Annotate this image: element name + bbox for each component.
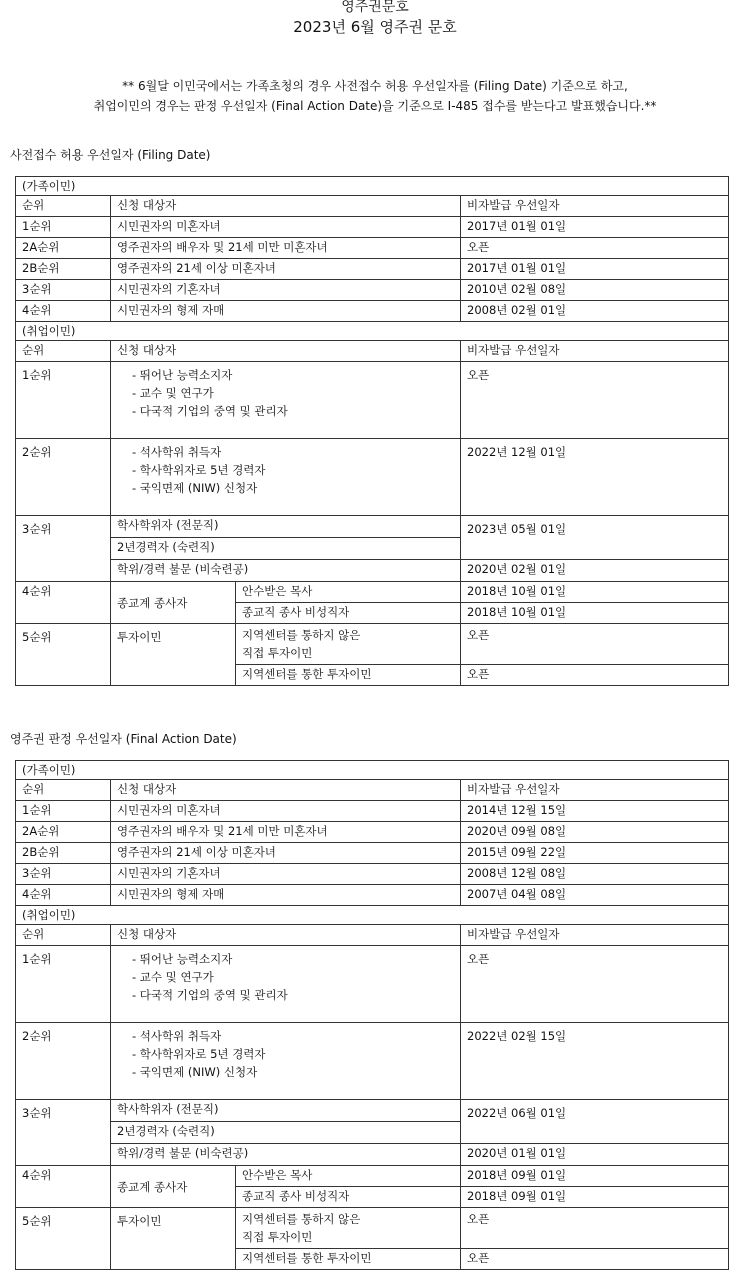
- group-cell: 종교계 종사자: [111, 582, 236, 624]
- header-target: 신청 대상자: [111, 780, 461, 801]
- notice: [0, 76, 750, 116]
- target-cell: [111, 439, 461, 516]
- header-target: 신청 대상자: [111, 341, 461, 362]
- target-cell: 종교직 종사 비성직자: [236, 1187, 461, 1208]
- date-cell: 2018년 09월 01일: [461, 1166, 729, 1187]
- rank-cell: 3순위: [16, 516, 111, 582]
- header-rank: 순위: [16, 196, 111, 217]
- target-cell: 시민권자의 기혼자녀: [111, 280, 461, 301]
- table-row: [16, 259, 729, 280]
- target-cell: 안수받은 목사: [236, 582, 461, 603]
- target-cell: 학사학위자 (전문직): [111, 1100, 461, 1122]
- target-item: - 학사학위자로 5년 경력자: [132, 1047, 266, 1061]
- header-date: 비자발급 우선일자: [461, 780, 729, 801]
- target-cell: 시민권자의 미혼자녀: [111, 801, 461, 822]
- final-action-section-title: 영주권 판정 우선일자 (Final Action Date): [10, 732, 237, 746]
- employment-immigration-label: (취업이민): [16, 322, 729, 341]
- target-cell: 학위/경력 불문 (비숙련공): [111, 560, 461, 582]
- target-item: - 학사학위자로 5년 경력자: [132, 463, 266, 477]
- target-cell: 학위/경력 불문 (비숙련공): [111, 1144, 461, 1166]
- date-cell: 2017년 01월 01일: [461, 259, 729, 280]
- target-item: - 다국적 기업의 중역 및 관리자: [132, 988, 288, 1002]
- rank-cell: 2순위: [16, 439, 111, 516]
- header-rank: 순위: [16, 925, 111, 946]
- date-cell: 2022년 02월 15일: [461, 1023, 729, 1100]
- rank-cell: 2A순위: [16, 238, 111, 259]
- table-row: [16, 864, 729, 885]
- date-cell: 오픈: [461, 1208, 729, 1249]
- date-cell: 2018년 09월 01일: [461, 1187, 729, 1208]
- date-cell: 2007년 04월 08일: [461, 885, 729, 906]
- rank-cell: 4순위: [16, 1166, 111, 1208]
- table-row: [16, 946, 729, 1023]
- date-cell: 2022년 06월 01일: [461, 1100, 729, 1144]
- target-cell: [111, 362, 461, 439]
- table-row: [16, 843, 729, 864]
- target-cell: 시민권자의 형제 자매: [111, 885, 461, 906]
- date-cell: 오픈: [461, 1249, 729, 1270]
- rank-cell: 3순위: [16, 864, 111, 885]
- rank-cell: 1순위: [16, 946, 111, 1023]
- header-target: 신청 대상자: [111, 196, 461, 217]
- table-row: [16, 822, 729, 843]
- table-row: [16, 362, 729, 439]
- family-immigration-label: (가족이민): [16, 177, 729, 196]
- rank-cell: 5순위: [16, 624, 111, 686]
- target-cell: 학사학위자 (전문직): [111, 516, 461, 538]
- date-cell: 오픈: [461, 362, 729, 439]
- date-cell: 2018년 10월 01일: [461, 582, 729, 603]
- date-cell: 오픈: [461, 238, 729, 259]
- date-cell: 오픈: [461, 946, 729, 1023]
- target-cell: 시민권자의 미혼자녀: [111, 217, 461, 238]
- header-date: 비자발급 우선일자: [461, 196, 729, 217]
- table-row: [16, 238, 729, 259]
- target-cell: 시민권자의 기혼자녀: [111, 864, 461, 885]
- target-item: - 석사학위 취득자: [132, 1029, 222, 1043]
- target-line: 직접 투자이민: [242, 1230, 313, 1244]
- employment-immigration-label: (취업이민): [16, 906, 729, 925]
- rank-cell: 4순위: [16, 885, 111, 906]
- header-date: 비자발급 우선일자: [461, 925, 729, 946]
- table-row: [16, 1100, 729, 1122]
- rank-cell: 1순위: [16, 217, 111, 238]
- date-cell: 2020년 01월 01일: [461, 1144, 729, 1166]
- group-cell: 종교계 종사자: [111, 1166, 236, 1208]
- document-title: 영주권문호: [341, 0, 409, 15]
- target-cell: 시민권자의 형제 자매: [111, 301, 461, 322]
- group-cell: 투자이민: [111, 1208, 236, 1270]
- target-cell: 2년경력자 (숙련직): [111, 538, 461, 560]
- target-cell: 2년경력자 (숙련직): [111, 1122, 461, 1144]
- notice-line-1: ** 6월달 이민국에서는 가족초청의 경우 사전접수 허용 우선일자를 (Filing Date) 기준으로 하고,: [122, 79, 628, 93]
- document-subtitle: 2023년 6월 영주권 문호: [293, 18, 457, 36]
- date-cell: 2017년 01월 01일: [461, 217, 729, 238]
- table-row: [16, 439, 729, 516]
- target-cell: 영주권자의 배우자 및 21세 미만 미혼자녀: [111, 822, 461, 843]
- rank-cell: 2B순위: [16, 843, 111, 864]
- table-row: [16, 516, 729, 538]
- date-cell: 2020년 09월 08일: [461, 822, 729, 843]
- rank-cell: 5순위: [16, 1208, 111, 1270]
- target-cell: 지역센터를 통한 투자이민: [236, 1249, 461, 1270]
- table-row: [16, 280, 729, 301]
- rank-cell: 4순위: [16, 582, 111, 624]
- date-cell: 2023년 05월 01일: [461, 516, 729, 560]
- target-item: - 국익면제 (NIW) 신청자: [132, 1065, 258, 1079]
- target-cell: 안수받은 목사: [236, 1166, 461, 1187]
- notice-line-2: 취업이민의 경우는 판정 우선일자 (Final Action Date)을 기준으로 I-485 접수를 받는다고 발표했습니다.**: [93, 99, 657, 113]
- date-cell: 2020년 02월 01일: [461, 560, 729, 582]
- header-rank: 순위: [16, 780, 111, 801]
- rank-cell: 3순위: [16, 1100, 111, 1166]
- target-line: 지역센터를 통하지 않은: [242, 1212, 361, 1226]
- target-item: - 국익면제 (NIW) 신청자: [132, 481, 258, 495]
- table-row: [16, 582, 729, 603]
- rank-cell: 1순위: [16, 362, 111, 439]
- table-row: [16, 217, 729, 238]
- header-date: 비자발급 우선일자: [461, 341, 729, 362]
- header-rank: 순위: [16, 341, 111, 362]
- target-item: - 교수 및 연구가: [132, 386, 214, 400]
- target-item: - 교수 및 연구가: [132, 970, 214, 984]
- priority-date-table: [15, 760, 729, 1270]
- target-cell: 영주권자의 21세 이상 미혼자녀: [111, 843, 461, 864]
- date-cell: 2008년 12월 08일: [461, 864, 729, 885]
- date-cell: 2014년 12월 15일: [461, 801, 729, 822]
- table-row: [16, 1208, 729, 1249]
- rank-cell: 3순위: [16, 280, 111, 301]
- table-row: [16, 624, 729, 665]
- target-cell: [236, 1208, 461, 1249]
- header-target: 신청 대상자: [111, 925, 461, 946]
- target-item: - 뛰어난 능력소지자: [132, 952, 233, 966]
- date-cell: 2010년 02월 08일: [461, 280, 729, 301]
- target-cell: [111, 1023, 461, 1100]
- target-cell: 종교직 종사 비성직자: [236, 603, 461, 624]
- table-row: [16, 1166, 729, 1187]
- target-item: - 석사학위 취득자: [132, 445, 222, 459]
- target-cell: [236, 624, 461, 665]
- group-cell: 투자이민: [111, 624, 236, 686]
- date-cell: 2008년 02월 01일: [461, 301, 729, 322]
- date-cell: 오픈: [461, 624, 729, 665]
- rank-cell: 1순위: [16, 801, 111, 822]
- date-cell: 오픈: [461, 665, 729, 686]
- target-line: 직접 투자이민: [242, 646, 313, 660]
- rank-cell: 2B순위: [16, 259, 111, 280]
- table-row: [16, 1144, 729, 1166]
- date-cell: 2015년 09월 22일: [461, 843, 729, 864]
- table-row: [16, 885, 729, 906]
- table-row: [16, 560, 729, 582]
- date-cell: 2022년 12월 01일: [461, 439, 729, 516]
- rank-cell: 2A순위: [16, 822, 111, 843]
- rank-cell: 2순위: [16, 1023, 111, 1100]
- rank-cell: 4순위: [16, 301, 111, 322]
- target-line: 지역센터를 통하지 않은: [242, 628, 361, 642]
- target-item: - 뛰어난 능력소지자: [132, 368, 233, 382]
- target-cell: [111, 946, 461, 1023]
- date-cell: 2018년 10월 01일: [461, 603, 729, 624]
- target-item: - 다국적 기업의 중역 및 관리자: [132, 404, 288, 418]
- family-immigration-label: (가족이민): [16, 761, 729, 780]
- priority-date-table: [15, 176, 729, 686]
- filing-date-section-title: 사전접수 허용 우선일자 (Filing Date): [10, 148, 211, 162]
- table-row: [16, 801, 729, 822]
- target-cell: 영주권자의 21세 이상 미혼자녀: [111, 259, 461, 280]
- target-cell: 영주권자의 배우자 및 21세 미만 미혼자녀: [111, 238, 461, 259]
- table-row: [16, 301, 729, 322]
- target-cell: 지역센터를 통한 투자이민: [236, 665, 461, 686]
- table-row: [16, 1023, 729, 1100]
